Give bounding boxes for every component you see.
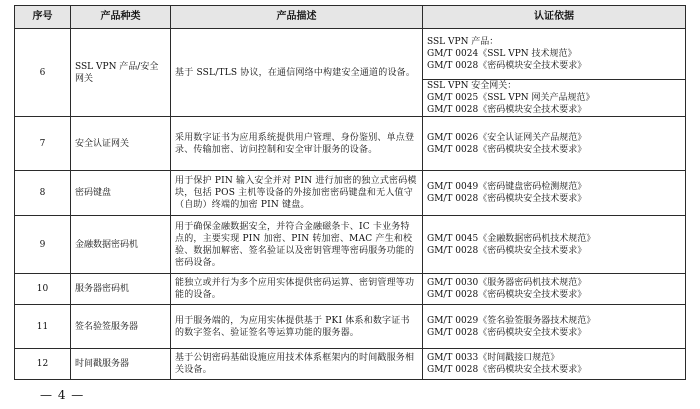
basis-line: GM/T 0033《时间戳接口规范》 [427,353,560,363]
row-desc: 采用数字证书为应用系统提供用户管理、身份鉴别、单点登录、传输加密、访问控制和安全审计服务的设备。 [171,117,423,171]
header-type: 产品种类 [71,6,171,29]
row-no: 6 [15,29,71,117]
table-row [15,171,686,216]
basis-line: GM/T 0028《密码模块安全技术要求》 [427,105,587,115]
basis-line: GM/T 0028《密码模块安全技术要求》 [427,290,587,300]
table-row [15,274,686,305]
basis-line: GM/T 0028《密码模块安全技术要求》 [427,365,587,375]
row-type: 时间戳服务器 [71,349,171,380]
row-type: 安全认证网关 [71,117,171,171]
basis-line: GM/T 0028《密码模块安全技术要求》 [427,245,587,256]
basis-line: GM/T 0028《密码模块安全技术要求》 [427,194,587,204]
row-no: 11 [15,305,71,349]
row-type: 服务器密码机 [71,274,171,305]
header-basis: 认证依据 [423,6,686,29]
row-basis [423,274,686,305]
basis-line: GM/T 0049《密码键盘密码检测规范》 [427,182,587,192]
row-basis [423,349,686,380]
row-basis [423,80,686,117]
basis-line: GM/T 0026《安全认证网关产品规范》 [427,132,587,143]
row-no: 9 [15,216,71,274]
basis-line: GM/T 0029《签名验签服务器技术规范》 [427,315,596,326]
certification-table [14,5,686,380]
table-row [15,305,686,349]
table-row [15,349,686,380]
row-no: 8 [15,171,71,216]
row-no: 10 [15,274,71,305]
basis-line: GM/T 0028《密码模块安全技术要求》 [427,327,587,338]
table-header-row [15,6,686,29]
row-basis [423,117,686,171]
row-basis [423,29,686,80]
row-no: 12 [15,349,71,380]
row-type: 签名验签服务器 [71,305,171,349]
row-type: SSL VPN 产品/安全网关 [71,29,171,117]
table-row [15,216,686,274]
row-desc: 基于 SSL/TLS 协议，在通信网络中构建安全通道的设备。 [171,29,423,117]
row-type: 金融数据密码机 [71,216,171,274]
row-no: 7 [15,117,71,171]
table-row [15,29,686,80]
row-desc: 用于确保金融数据安全，并符合金融磁条卡、IC 卡业务特点的，主要实现 PIN 加密、PIN 转加密、MAC 产生和校验、数据加解密、签名验证以及密钥管理等密码服务功能的密码设备。 [171,216,423,274]
basis-line: SSL VPN 安全网关： [427,81,517,91]
basis-line: SSL VPN 产品： [427,37,499,47]
table-row [15,117,686,171]
basis-line: GM/T 0025《SSL VPN 网关产品规范》 [427,93,595,103]
row-desc: 能独立或并行为多个应用实体提供密码运算、密钥管理等功能的设备。 [171,274,423,305]
basis-line: GM/T 0028《密码模块安全技术要求》 [427,61,587,71]
basis-line: GM/T 0030《服务器密码机技术规范》 [427,278,587,288]
row-desc: 基于公钥密码基础设施应用技术体系框架内的时间戳服务相关设备。 [171,349,423,380]
row-basis [423,216,686,274]
row-desc: 用于服务端的，为应用实体提供基于 PKI 体系和数字证书的数字签名、验证签名等运算功能的服务器。 [171,305,423,349]
basis-line: GM/T 0028《密码模块安全技术要求》 [427,144,587,155]
row-basis [423,305,686,349]
basis-line: GM/T 0045《金融数据密码机技术规范》 [427,233,596,244]
row-basis [423,171,686,216]
header-desc: 产品描述 [171,6,423,29]
page-number: — 4 — [40,388,85,402]
row-desc: 用于保护 PIN 输入安全并对 PIN 进行加密的独立式密码模块，包括 POS 主机等设备的外接加密密码键盘和无人值守（自助）终端的加密 PIN 键盘。 [171,171,423,216]
basis-line: GM/T 0024《SSL VPN 技术规范》 [427,49,577,59]
row-type: 密码键盘 [71,171,171,216]
header-no: 序号 [15,6,71,29]
